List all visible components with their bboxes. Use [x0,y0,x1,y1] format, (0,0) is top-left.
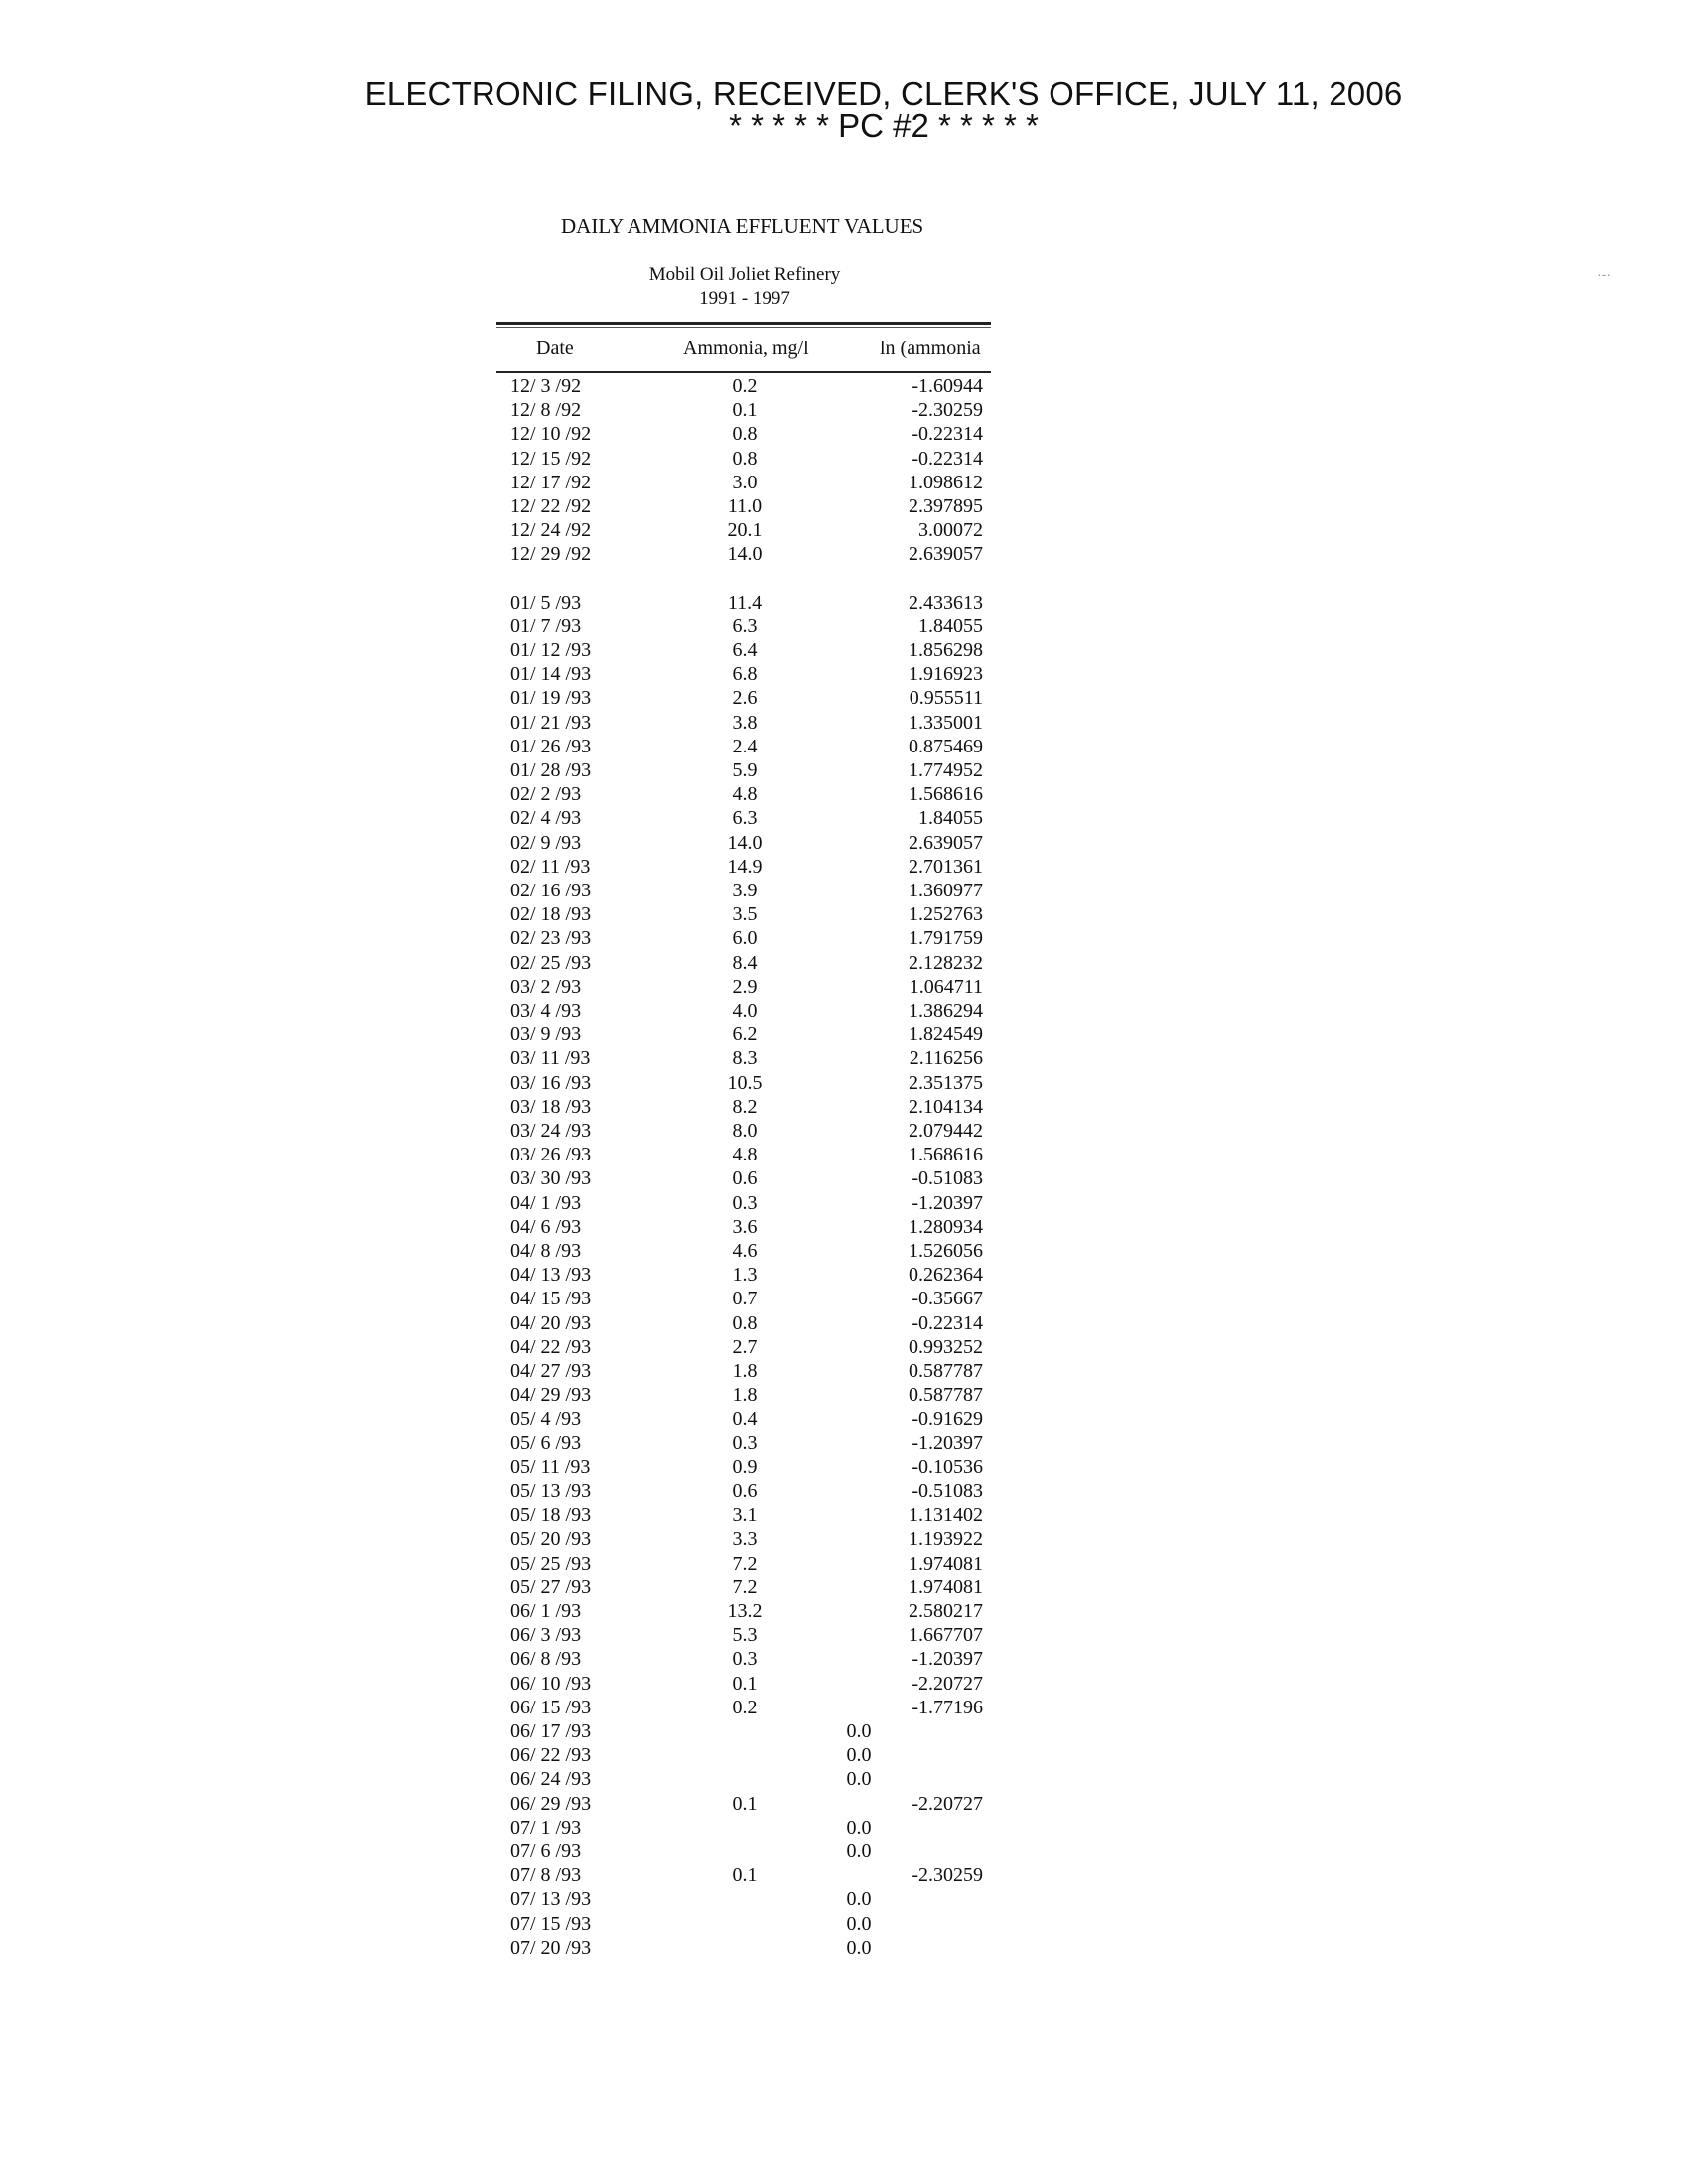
cell-ammonia: 2.7 [732,1335,758,1358]
cell-date: 07/ 13 /93 [510,1888,592,1911]
cell-ln-ammonia: 1.824549 [909,1024,983,1046]
cell-ln-ammonia: 2.701361 [909,855,983,878]
cell-ammonia: 6.4 [732,639,758,661]
cell-ln-ammonia: 1.064711 [909,975,983,998]
cell-ammonia: 0.7 [732,1288,758,1310]
cell-date: 05/ 27 /93 [510,1575,592,1598]
cell-ln-ammonia: 2.128232 [909,951,983,974]
cell-date: 02/ 23 /93 [510,927,592,950]
cell-date: 07/ 1 /93 [510,1816,582,1839]
cell-ln-ammonia: 1.916923 [909,663,983,686]
cell-ln-ammonia: -0.22314 [912,1311,983,1334]
cell-ln-ammonia: 0.587787 [909,1360,983,1382]
cell-date: 01/ 21 /93 [510,711,592,734]
cell-date: 12/ 3 /92 [510,375,582,397]
cell-ammonia: 0.1 [732,1864,758,1887]
cell-ln-ammonia: 2.351375 [909,1071,983,1094]
cell-zero-value: 0.0 [846,1720,872,1742]
cell-date: 05/ 13 /93 [510,1480,592,1502]
cell-ln-ammonia: 1.386294 [909,1000,983,1022]
column-header-date: Date [536,338,574,359]
cell-ln-ammonia: -1.20397 [912,1648,983,1671]
cell-ammonia: 0.8 [732,1311,758,1334]
document-subtitle-company: Mobil Oil Joliet Refinery [648,264,841,285]
cell-ammonia: 2.4 [732,735,758,757]
cell-ln-ammonia: -0.51083 [912,1480,983,1502]
cell-date: 03/ 2 /93 [510,975,582,998]
cell-ln-ammonia: 0.993252 [909,1335,983,1358]
cell-ln-ammonia: -0.35667 [912,1288,983,1310]
cell-date: 06/ 29 /93 [510,1792,592,1815]
cell-ln-ammonia: 1.526056 [909,1240,983,1262]
cell-ammonia: 0.1 [732,399,758,422]
cell-date: 01/ 14 /93 [510,663,592,686]
cell-date: 01/ 26 /93 [510,735,592,757]
document-subtitle-years: 1991 - 1997 [699,288,790,309]
cell-ln-ammonia: -0.22314 [912,423,983,446]
cell-date: 06/ 24 /93 [510,1768,592,1791]
cell-date: 07/ 15 /93 [510,1912,592,1935]
cell-date: 03/ 26 /93 [510,1144,592,1166]
cell-ln-ammonia: 1.856298 [909,639,983,661]
cell-date: 05/ 20 /93 [510,1528,592,1551]
cell-ammonia: 14.0 [727,543,763,566]
cell-date: 06/ 22 /93 [510,1744,592,1767]
cell-date: 05/ 6 /93 [510,1432,582,1454]
cell-date: 05/ 11 /93 [510,1455,591,1478]
cell-ammonia: 6.8 [732,663,758,686]
cell-zero-value: 0.0 [846,1912,872,1935]
cell-date: 03/ 11 /93 [510,1047,591,1070]
cell-ln-ammonia: 1.774952 [909,759,983,781]
cell-date: 07/ 6 /93 [510,1841,582,1862]
cell-ammonia: 0.8 [732,423,758,446]
cell-ln-ammonia: -1.20397 [912,1432,983,1454]
cell-ln-ammonia: -2.20727 [912,1672,983,1695]
cell-ln-ammonia: -0.22314 [912,447,983,470]
cell-ammonia: 13.2 [727,1600,763,1622]
cell-date: 12/ 29 /92 [510,543,592,566]
cell-date: 12/ 22 /92 [510,495,592,517]
cell-ln-ammonia: 1.252763 [909,903,983,926]
cell-ln-ammonia: 1.568616 [909,783,983,806]
cell-ln-ammonia: -2.30259 [912,399,983,422]
cell-ln-ammonia: 3.00072 [918,519,983,542]
filing-stamp-line2: * * * * * PC #2 * * * * * [729,107,1039,144]
cell-ammonia: 0.3 [732,1648,758,1671]
cell-ammonia: 11.0 [727,495,763,517]
cell-date: 02/ 16 /93 [510,880,592,901]
cell-ammonia: 0.9 [732,1455,758,1478]
cell-ln-ammonia: 2.104134 [909,1095,983,1118]
cell-ammonia: 14.0 [727,831,763,854]
cell-ln-ammonia: 2.639057 [909,831,983,854]
cell-ammonia: 10.5 [727,1071,763,1094]
cell-date: 03/ 9 /93 [510,1024,582,1046]
cell-ln-ammonia: 2.079442 [909,1120,983,1142]
cell-ln-ammonia: 1.974081 [909,1552,983,1574]
cell-ln-ammonia: -2.30259 [912,1864,983,1887]
cell-date: 06/ 15 /93 [510,1696,592,1718]
cell-ln-ammonia: 1.84055 [918,807,983,830]
cell-date: 05/ 4 /93 [510,1408,582,1431]
cell-date: 01/ 12 /93 [510,639,592,661]
cell-zero-value: 0.0 [846,1816,872,1839]
cell-ammonia: 3.0 [732,471,758,493]
cell-date: 03/ 4 /93 [510,1000,582,1022]
column-header-ammonia: Ammonia, mg/l [683,338,809,359]
cell-ammonia: 4.0 [732,1000,758,1022]
cell-date: 04/ 6 /93 [510,1215,582,1238]
cell-ammonia: 5.3 [732,1624,758,1647]
cell-date: 02/ 11 /93 [510,855,591,878]
cell-date: 01/ 28 /93 [510,759,592,781]
cell-ammonia: 4.8 [732,1144,758,1166]
cell-ln-ammonia: 1.791759 [909,927,983,950]
cell-ln-ammonia: 1.84055 [918,614,983,637]
cell-date: 01/ 19 /93 [510,687,592,710]
cell-ln-ammonia: 2.580217 [909,1600,983,1622]
cell-date: 12/ 8 /92 [510,399,582,422]
table-top-rule-thin [496,327,991,328]
cell-ammonia: 8.4 [732,951,758,974]
cell-ammonia: 6.0 [732,927,758,950]
cell-ln-ammonia: 1.974081 [909,1575,983,1598]
cell-ammonia: 0.8 [732,447,758,470]
cell-ammonia: 4.8 [732,783,758,806]
cell-ammonia: 6.3 [732,807,758,830]
cell-ammonia: 3.3 [732,1528,758,1551]
cell-ln-ammonia: 1.280934 [909,1215,983,1238]
cell-date: 04/ 13 /93 [510,1264,592,1287]
cell-ln-ammonia: 1.335001 [909,711,983,734]
cell-date: 02/ 18 /93 [510,903,592,926]
cell-ammonia: 2.6 [732,687,758,710]
cell-date: 01/ 7 /93 [510,614,582,637]
cell-ln-ammonia: -0.10536 [912,1455,983,1478]
cell-date: 03/ 18 /93 [510,1095,592,1118]
cell-zero-value: 0.0 [846,1888,872,1911]
cell-date: 04/ 1 /93 [510,1191,582,1214]
cell-ln-ammonia: -0.51083 [912,1167,983,1190]
cell-ammonia: 0.1 [732,1792,758,1815]
cell-date: 04/ 8 /93 [510,1240,582,1262]
cell-ammonia: 2.9 [732,975,758,998]
cell-ln-ammonia: 2.433613 [909,591,983,614]
cell-ammonia: 1.8 [732,1360,758,1382]
cell-ammonia: 4.6 [732,1240,758,1262]
cell-zero-value: 0.0 [846,1768,872,1791]
cell-date: 04/ 22 /93 [510,1335,592,1358]
cell-ln-ammonia: 1.568616 [909,1144,983,1166]
cell-date: 06/ 8 /93 [510,1648,582,1671]
cell-ln-ammonia: -1.60944 [912,375,983,397]
cell-date: 06/ 17 /93 [510,1720,592,1742]
cell-ammonia: 0.2 [732,375,758,397]
column-header-ln-ammonia: ln (ammonia [880,338,981,359]
cell-date: 05/ 18 /93 [510,1504,592,1527]
cell-ln-ammonia: 1.193922 [909,1528,983,1551]
cell-ammonia: 6.3 [732,614,758,637]
cell-ammonia: 3.1 [732,1504,758,1527]
cell-date: 05/ 25 /93 [510,1552,592,1574]
cell-ammonia: 0.2 [732,1696,758,1718]
cell-ammonia: 5.9 [732,759,758,781]
cell-ammonia: 8.0 [732,1120,758,1142]
cell-ammonia: 3.6 [732,1215,758,1238]
cell-date: 02/ 2 /93 [510,783,582,806]
cell-date: 12/ 17 /92 [510,471,592,493]
cell-ln-ammonia: 0.875469 [909,735,983,757]
cell-ln-ammonia: -1.20397 [912,1191,983,1214]
cell-ln-ammonia: 2.116256 [909,1047,983,1070]
cell-ammonia: 0.4 [732,1408,758,1431]
cell-date: 12/ 10 /92 [510,423,592,446]
cell-ln-ammonia: 0.587787 [909,1384,983,1407]
cell-ln-ammonia: 2.639057 [909,543,983,566]
cell-ammonia: 11.4 [727,591,763,614]
cell-ln-ammonia: -0.91629 [912,1408,983,1431]
cell-ln-ammonia: -2.20727 [912,1792,983,1815]
cell-ln-ammonia: 1.360977 [909,880,983,901]
filing-stamp-line1: ELECTRONIC FILING, RECEIVED, CLERK'S OFFICE, JULY 11, 2006 [364,75,1403,112]
cell-ln-ammonia: 0.262364 [909,1264,983,1287]
cell-date: 03/ 24 /93 [510,1120,592,1142]
cell-ammonia: 14.9 [727,855,763,878]
cell-ammonia: 7.2 [732,1552,758,1574]
cell-zero-value: 0.0 [846,1936,872,1959]
cell-ammonia: 0.6 [732,1480,758,1502]
header-rule [496,371,991,373]
document-title: DAILY AMMONIA EFFLUENT VALUES [561,214,924,238]
cell-date: 12/ 15 /92 [510,447,592,470]
cell-ammonia: 20.1 [727,519,763,542]
cell-ammonia: 3.9 [732,880,758,901]
cell-date: 12/ 24 /92 [510,519,592,542]
cell-ln-ammonia: 1.667707 [909,1624,983,1647]
cell-date: 03/ 30 /93 [510,1167,592,1190]
cell-ammonia: 1.8 [732,1384,758,1407]
cell-ammonia: 3.5 [732,903,758,926]
cell-ammonia: 8.2 [732,1095,758,1118]
cell-ammonia: 1.3 [732,1264,758,1287]
cell-ammonia: 0.3 [732,1191,758,1214]
cell-date: 06/ 1 /93 [510,1600,582,1622]
cell-zero-value: 0.0 [846,1744,872,1767]
cell-ammonia: 3.8 [732,711,758,734]
cell-ln-ammonia: -1.77196 [912,1696,983,1718]
cell-ammonia: 0.3 [732,1432,758,1454]
cell-ln-ammonia: 2.397895 [909,495,983,517]
cell-date: 02/ 9 /93 [510,831,582,854]
cell-ammonia: 6.2 [732,1024,758,1046]
cell-date: 02/ 4 /93 [510,807,582,830]
scan-artifact: ·-· [1597,266,1611,282]
table-top-rule [496,322,991,325]
cell-date: 01/ 5 /93 [510,591,582,614]
cell-date: 03/ 16 /93 [510,1071,592,1094]
cell-date: 04/ 20 /93 [510,1311,592,1334]
cell-date: 07/ 20 /93 [510,1936,592,1959]
cell-ammonia: 7.2 [732,1575,758,1598]
cell-date: 07/ 8 /93 [510,1864,582,1887]
cell-date: 06/ 3 /93 [510,1624,582,1647]
cell-date: 04/ 15 /93 [510,1288,592,1310]
cell-ammonia: 8.3 [732,1047,758,1070]
cell-ln-ammonia: 1.098612 [909,471,983,493]
cell-ammonia: 0.6 [732,1167,758,1190]
cell-ln-ammonia: 0.955511 [909,687,983,710]
cell-date: 04/ 27 /93 [510,1360,592,1382]
cell-ammonia: 0.1 [732,1672,758,1695]
cell-date: 02/ 25 /93 [510,951,592,974]
cell-ln-ammonia: 1.131402 [909,1504,983,1527]
cell-date: 06/ 10 /93 [510,1672,592,1695]
cell-zero-value: 0.0 [846,1841,872,1862]
cell-date: 04/ 29 /93 [510,1384,592,1407]
